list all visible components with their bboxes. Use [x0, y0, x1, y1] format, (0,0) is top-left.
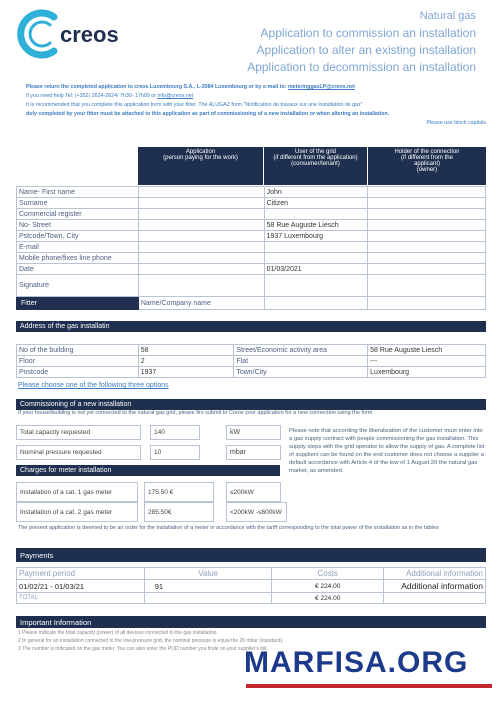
title-commission: Application to commission an installation	[260, 26, 476, 40]
capacity-unit: kW	[226, 425, 281, 440]
holder-cell[interactable]	[368, 253, 486, 264]
important-note-3: 3 The number is indicated on the gas meter. You can also enter the POD number you finde on your supplier's bill.	[18, 646, 268, 652]
user-cell[interactable]	[264, 242, 368, 253]
cat1-range: ≤200kW	[226, 482, 281, 502]
row-label: Date	[17, 264, 139, 275]
user-cell[interactable]: 58 Rue Auguste Liesch	[264, 220, 368, 231]
row-label: Name- First name	[17, 187, 139, 198]
fitter-company[interactable]: Name/Company name	[138, 297, 264, 310]
title-alter: Application to alter an existing installation	[256, 43, 476, 57]
fitter-cell[interactable]	[368, 297, 486, 310]
applicant-cell[interactable]	[138, 275, 264, 297]
table-row	[17, 568, 486, 580]
charges-title: Charges for meter installation	[16, 465, 280, 476]
payment-value: 91	[144, 580, 272, 593]
payment-cost: € 224.00	[272, 580, 384, 593]
town-label: Town/City	[234, 367, 368, 378]
table-row	[17, 275, 486, 297]
watermark: MARFISA.ORG	[244, 646, 469, 679]
row-label: E-mail	[17, 242, 139, 253]
fitter-cell[interactable]	[264, 297, 368, 310]
intro-line-4: duly completed by your fitter must be attached to this application as part of commissioning of a new installation or when altering an installation.	[26, 111, 390, 117]
cat2-range: <200kW -≤600kW	[226, 502, 287, 522]
town-value[interactable]: Luxembourg	[368, 367, 486, 378]
info-link[interactable]: info@creos.net	[157, 93, 194, 99]
watermark-underline	[246, 684, 492, 688]
table-row	[17, 356, 486, 367]
row-label: Commercial register	[17, 209, 139, 220]
capacity-label: Total capacity requested	[16, 425, 141, 440]
user-cell[interactable]	[264, 209, 368, 220]
flat-label: Flat	[234, 356, 368, 367]
payments-title: Payments	[16, 548, 486, 562]
payments-header-info: Additional information	[384, 568, 486, 580]
applicant-cell[interactable]	[138, 242, 264, 253]
row-label: Pstcode/Town, City	[17, 231, 139, 242]
order-note: The present application is deemed to be an order for the installation of a meter in accordance with the tariff corresponding to the total power of the installation as in the tables	[18, 525, 439, 531]
brand-name: creos	[60, 22, 119, 47]
user-cell[interactable]: 01/03/2021	[264, 264, 368, 275]
street-label: Street/Economic activity area	[234, 345, 368, 356]
flat-value[interactable]: ---	[368, 356, 486, 367]
payment-info: Additional information	[384, 580, 486, 593]
pressure-unit: mbar	[226, 445, 281, 460]
payments-header-period: Payment period	[17, 568, 145, 580]
party-table	[16, 186, 486, 310]
holder-cell[interactable]	[368, 264, 486, 275]
total-info	[384, 593, 486, 604]
holder-cell[interactable]	[368, 231, 486, 242]
email-link[interactable]: meteringgasLP@creos.net	[287, 84, 355, 90]
creos-logo	[14, 8, 124, 60]
header-applicant: Application (person paying for the work)	[138, 147, 264, 185]
table-row	[17, 242, 486, 253]
holder-cell[interactable]	[368, 198, 486, 209]
applicant-cell[interactable]	[138, 198, 264, 209]
supplier-note: Please note that according the liberalization of the customer must enter into a gas supply contract with people commissioning the gas installation. This supply steps with the grid operator to allow the supply of gas. A complete list of suppliers can be found on the end customer does not choose a supplier a default accordance with Article 4 of the low of 1 August 20 the natural gas market, as amended.	[289, 428, 485, 474]
row-label: No- Street	[17, 220, 139, 231]
total-value	[144, 593, 272, 604]
holder-cell[interactable]	[368, 242, 486, 253]
capacity-input[interactable]: 140	[150, 425, 200, 440]
choose-option-link[interactable]: Please choose one of the following three options	[18, 382, 169, 389]
table-row	[17, 593, 486, 604]
table-row	[17, 580, 486, 593]
row-label: Surname	[17, 198, 139, 209]
floor-value[interactable]: 2	[138, 356, 234, 367]
commissioning-title: Commissioning of a new installation	[16, 399, 486, 410]
street-value[interactable]: 58 Rue Auguste Liesch	[368, 345, 486, 356]
user-cell[interactable]	[264, 253, 368, 264]
payment-period: 01/02/21 - 01/03/21	[17, 580, 145, 593]
holder-cell[interactable]	[368, 187, 486, 198]
holder-cell[interactable]	[368, 275, 486, 297]
total-cost: € 224.00	[272, 593, 384, 604]
fitter-row	[17, 297, 486, 310]
cat2-price: 285.50€	[144, 502, 214, 522]
row-label: Mobile phone/fixes line phone	[17, 253, 139, 264]
title-decommission: Application to decommission an installation	[247, 60, 476, 74]
address-table	[16, 344, 486, 378]
creos-logo-icon	[14, 8, 64, 60]
user-cell[interactable]: John	[264, 187, 368, 198]
fitter-label: Fitter	[17, 297, 139, 310]
postcode-label: Postcode	[17, 367, 139, 378]
address-section-title: Address of the gas installatin	[16, 321, 486, 332]
table-row	[17, 231, 486, 242]
applicant-cell[interactable]	[138, 220, 264, 231]
building-value[interactable]: 58	[138, 345, 234, 356]
table-row	[17, 264, 486, 275]
table-row	[17, 198, 486, 209]
user-cell[interactable]: Citizen	[264, 198, 368, 209]
header-user: User of the grid (if different from the application) (consumer/tenant)	[264, 147, 368, 185]
applicant-cell[interactable]	[138, 253, 264, 264]
cat1-price: 175.50 €	[144, 482, 214, 502]
table-row	[17, 187, 486, 198]
building-label: No of the building	[17, 345, 139, 356]
cat2-label: Installation of a cat. 2 gas meter	[16, 502, 138, 522]
applicant-cell[interactable]	[138, 187, 264, 198]
user-cell[interactable]	[264, 275, 368, 297]
table-row	[17, 367, 486, 378]
table-row	[17, 253, 486, 264]
user-cell[interactable]: 1937 Luxembourg	[264, 231, 368, 242]
intro-line-3: It is recommended that you complete this application form with your fitter. The ALUGAZ form "Notification de travaux sur une installation de gaz"	[26, 102, 363, 108]
table-row	[17, 345, 486, 356]
payments-table	[16, 567, 486, 604]
pressure-label: Nominal pressure requested	[16, 445, 141, 460]
pressure-input[interactable]: 10	[150, 445, 200, 460]
cat1-label: Installation of a cat. 1 gas meter	[16, 482, 138, 502]
payments-header-costs: Costs	[272, 568, 384, 580]
applicant-cell[interactable]	[138, 231, 264, 242]
holder-cell[interactable]	[368, 220, 486, 231]
table-row	[17, 209, 486, 220]
important-note-2: 2 In general for an installation connected to the low-pressure grid, the nominal pressure is equal the 20 mbar (standard).	[18, 638, 284, 644]
holder-cell[interactable]	[368, 209, 486, 220]
commissioning-subtitle: If your house/building is not yet connected to the natural gas grid, please firs submit to Creos your application for a new connection using the form	[18, 410, 373, 416]
total-label: TOTAL	[17, 593, 145, 604]
important-note-1: 1 Please indicate the total capacity (power) of all devices connected to the gas installation.	[18, 630, 218, 636]
intro-line-2: If you need help Tel: (+352) 2624-2624/ 7h30- 17h00 or info@creos.net	[26, 93, 194, 99]
important-title: Important Information	[16, 616, 486, 628]
header-holder: Holder of the connection (if different from the applicant) (owner)	[394, 149, 460, 173]
title-natural-gas: Natural gas	[419, 10, 476, 22]
block-capitals-note: Please use block capitals	[426, 120, 486, 126]
postcode-value[interactable]: 1937	[138, 367, 234, 378]
table-row	[17, 220, 486, 231]
applicant-cell[interactable]	[138, 209, 264, 220]
applicant-cell[interactable]	[138, 264, 264, 275]
payments-header-value: Value	[144, 568, 272, 580]
row-label: Signature	[17, 275, 139, 297]
floor-label: Floor	[17, 356, 139, 367]
intro-line-1: Please return the completed application to creos Luxembourg S.A., L-2084 Luxembourg or by e-mail to: meteringgasLP@creos.net	[26, 84, 355, 90]
